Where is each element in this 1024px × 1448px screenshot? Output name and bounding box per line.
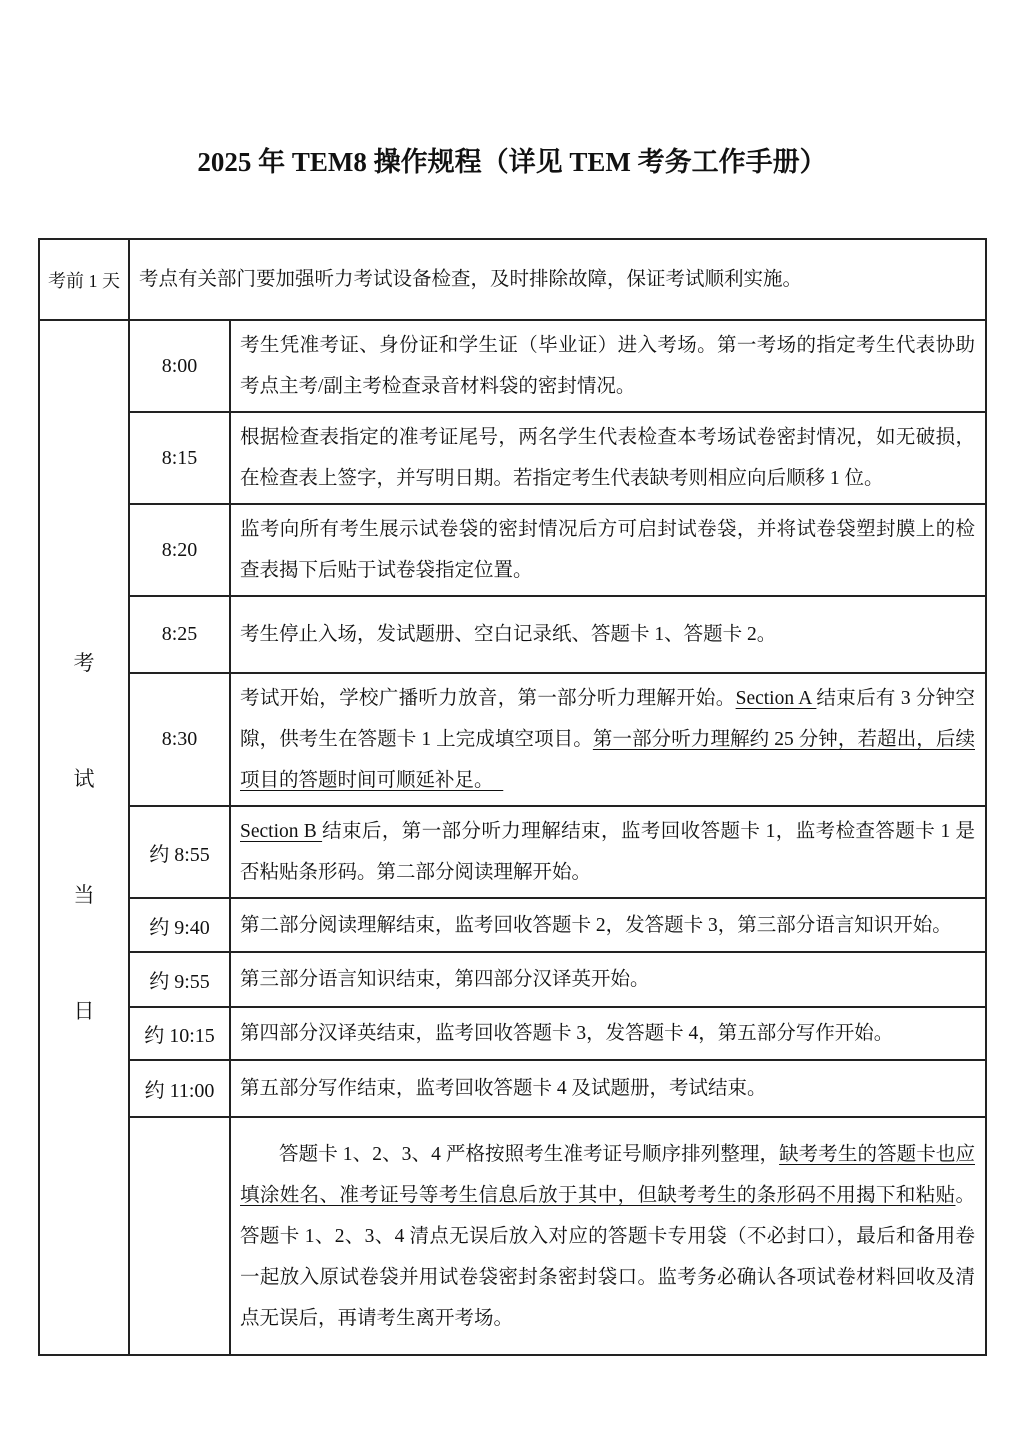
- exam-day-label-char: 当: [73, 883, 95, 907]
- schedule-content-cell: [230, 320, 986, 412]
- empty-time-cell: [129, 1117, 230, 1355]
- schedule-content-cell: [230, 806, 986, 898]
- schedule-content-cell: [230, 1007, 986, 1060]
- schedule-row: [39, 673, 986, 806]
- text-segment: 第四部分汉译英结束，监考回收答题卡 3，发答题卡 4，第五部分写作开始。: [240, 1023, 894, 1044]
- text-segment: 第五部分写作结束，监考回收答题卡 4 及试题册，考试结束。: [240, 1078, 767, 1099]
- exam-day-label-cell: [39, 320, 129, 1355]
- time-cell: 约 9:40: [129, 898, 230, 952]
- schedule-content-cell: [230, 504, 986, 596]
- text-segment: 结束后有 3 分钟空隙，供考生在答题卡 1 上完成填空项目。: [240, 688, 976, 750]
- schedule-row: [39, 806, 986, 898]
- pre-exam-content: 考点有关部门要加强听力考试设备检查，及时排除故障，保证考试顺利实施。: [129, 239, 986, 320]
- time-cell: 8:30: [129, 673, 230, 806]
- text-segment: 。答题卡 1、2、3、4 清点无误后放入对应的答题卡专用袋（不必封口），最后和备用卷一起放入原试卷袋并用试卷袋密封条密封袋口。监考务必确认各项试卷材料回收及清点无误后，再请考生离开考场。: [240, 1184, 976, 1329]
- schedule-table-body: [39, 239, 986, 1355]
- schedule-content-cell: [230, 1060, 986, 1117]
- exam-day-label-char: 考: [73, 651, 95, 675]
- text-segment: 考生凭准考证、身份证和学生证（毕业证）进入考场。第一考场的指定考生代表协助考点主考/副主考检查录音材料袋的密封情况。: [240, 335, 976, 397]
- underlined-text-segment: Section B: [240, 821, 323, 842]
- text-segment: 考试开始，学校广播听力放音，第一部分听力理解开始。: [240, 688, 736, 709]
- underlined-text-segment: 第一部分听力理解约 25 分钟，若超出，后续项目的答题时间可顺延补足。: [240, 729, 975, 791]
- schedule-row: [39, 952, 986, 1007]
- exam-day-label-char: 试: [73, 767, 95, 791]
- exam-day-label-char: 日: [73, 999, 95, 1023]
- pre-exam-row: [39, 239, 986, 320]
- time-cell: 约 9:55: [129, 952, 230, 1007]
- text-segment: 根据检查表指定的准考证尾号，两名学生代表检查本考场试卷密封情况，如无破损，在检查表上签字，并写明日期。若指定考生代表缺考则相应向后顺移 1 位。: [240, 427, 976, 489]
- schedule-content-cell: [230, 952, 986, 1007]
- page-title: 2025 年 TEM8 操作规程（详见 TEM 考务工作手册）: [197, 147, 827, 177]
- schedule-row: [39, 898, 986, 952]
- schedule-row: [39, 504, 986, 596]
- schedule-row: [39, 320, 986, 412]
- time-cell: 8:15: [129, 412, 230, 504]
- time-cell: 约 10:15: [129, 1007, 230, 1060]
- schedule-row: [39, 1007, 986, 1060]
- wrapup-content-cell: [230, 1117, 986, 1355]
- text-segment: 监考向所有考生展示试卷袋的密封情况后方可启封试卷袋，并将试卷袋塑封膜上的检查表揭下后贴于试卷袋指定位置。: [240, 519, 976, 581]
- schedule-table: [38, 238, 987, 1356]
- schedule-content-cell: [230, 673, 986, 806]
- schedule-content-cell: [230, 596, 986, 673]
- schedule-row: [39, 596, 986, 673]
- time-cell: 8:20: [129, 504, 230, 596]
- wrapup-paragraph: [240, 1134, 975, 1339]
- text-segment: 结束后，第一部分听力理解结束，监考回收答题卡 1，监考检查答题卡 1 是否粘贴条形码。第二部分阅读理解开始。: [240, 821, 976, 883]
- wrapup-row: [39, 1117, 986, 1355]
- exam-day-label: [40, 653, 128, 1022]
- underlined-text-segment: Section A: [735, 688, 817, 709]
- pre-exam-day-label: 考前 1 天: [39, 239, 129, 320]
- time-cell: 约 11:00: [129, 1060, 230, 1117]
- time-cell: 8:00: [129, 320, 230, 412]
- text-segment: 答题卡 1、2、3、4 严格按照考生准考证号顺序排列整理，: [279, 1143, 780, 1165]
- text-segment: 第二部分阅读理解结束，监考回收答题卡 2，发答题卡 3，第三部分语言知识开始。: [240, 914, 952, 936]
- schedule-content-cell: [230, 412, 986, 504]
- time-cell: 约 8:55: [129, 806, 230, 898]
- schedule-row: [39, 412, 986, 504]
- underlined-text-segment: 缺考考生的答题卡也应填涂姓名、准考证号等考生信息后放于其中，但缺考考生的条形码不用揭下和粘贴: [240, 1143, 975, 1206]
- text-segment: 第三部分语言知识结束，第四部分汉译英开始。: [240, 969, 650, 990]
- time-cell: 8:25: [129, 596, 230, 673]
- schedule-content-cell: [230, 898, 986, 952]
- schedule-row: [39, 1060, 986, 1117]
- text-segment: 考生停止入场，发试题册、空白记录纸、答题卡 1、答题卡 2。: [240, 624, 777, 645]
